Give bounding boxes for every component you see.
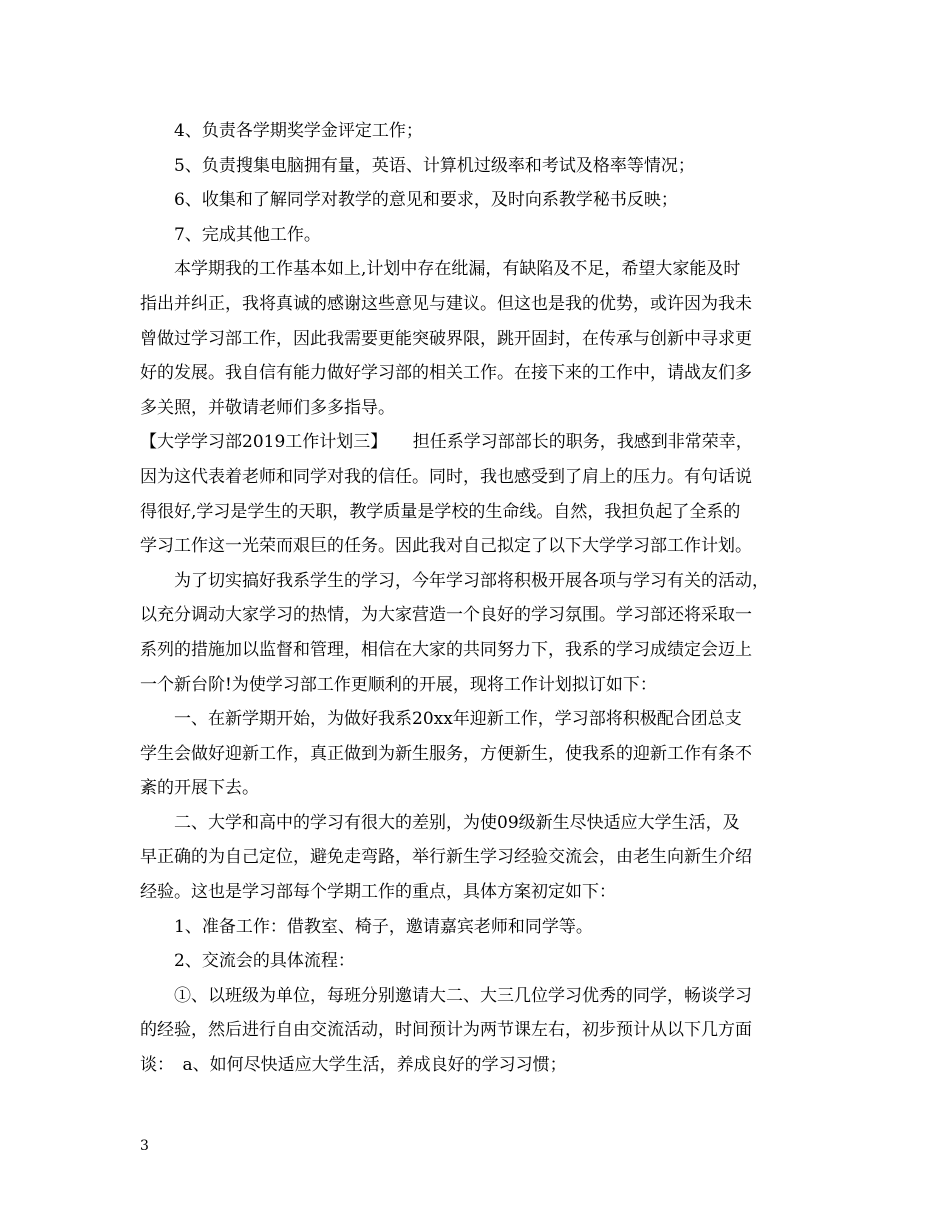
text-line: 因为这代表着老师和同学对我的信任。同时，我也感受到了肩上的压力。有句话说 xyxy=(140,466,752,487)
text-line: 学生会做好迎新工作，真正做到为新生服务，方便新生，使我系的迎新工作有条不 xyxy=(140,743,752,764)
text-line: 二、大学和高中的学习有很大的差别，为使09级新生尽快适应大学生活，及 xyxy=(174,812,740,833)
text-line: 好的发展。我自信有能力做好学习部的相关工作。在接下来的工作中，请战友们多 xyxy=(140,363,752,384)
text-line: 1、准备工作：借教室、椅子，邀请嘉宾老师和同学等。 xyxy=(174,916,593,937)
text-line: 7、完成其他工作。 xyxy=(174,224,321,245)
text-line: 一个新台阶!为使学习部工作更顺利的开展，现将工作计划拟订如下： xyxy=(140,674,657,695)
text-line: 早正确的为自己定位，避免走弯路，举行新生学习经验交流会，由老生向新生介绍 xyxy=(140,847,752,868)
text-line: 5、负责搜集电脑拥有量，英语、计算机过级率和考试及格率等情况； xyxy=(174,155,695,176)
text-line: 以充分调动大家学习的热情，为大家营造一个良好的学习氛围。学习部还将采取一 xyxy=(140,605,752,626)
text-line: 本学期我的工作基本如上,计划中存在纰漏，有缺陷及不足，希望大家能及时 xyxy=(174,259,741,280)
text-line: 为了切实搞好我系学生的学习，今年学习部将积极开展各项与学习有关的活动， xyxy=(174,570,769,591)
text-line: 紊的开展下去。 xyxy=(140,778,259,799)
document-body xyxy=(140,114,830,1083)
section-heading-line: 【大学学习部2019工作计划三】 担任系学习部部长的职务，我感到非常荣幸， xyxy=(140,432,753,453)
text-line: 系列的措施加以监督和管理，相信在大家的共同努力下，我系的学习成绩定会迈上 xyxy=(140,639,752,660)
text-line: 的经验，然后进行自由交流活动，时间预计为两节课左右，初步预计从以下几方面 xyxy=(140,1020,752,1041)
text-line: 曾做过学习部工作，因此我需要更能突破界限，跳开固封，在传承与创新中寻求更 xyxy=(140,328,752,349)
text-line: 4、负责各学期奖学金评定工作； xyxy=(174,121,423,141)
text-line: 谈： a、如何尽快适应大学生活，养成良好的学习习惯； xyxy=(140,1055,567,1076)
text-line: 学习工作这一光荣而艰巨的任务。因此我对自己拟定了以下大学学习部工作计划。 xyxy=(140,536,752,557)
text-line: 得很好,学习是学生的天职，教学质量是学校的生命线。自然，我担负起了全系的 xyxy=(140,501,741,522)
text-line: 一、在新学期开始，为做好我系20xx年迎新工作，学习部将积极配合团总支 xyxy=(174,709,742,730)
text-line: 指出并纠正，我将真诚的感谢这些意见与建议。但这也是我的优势，或许因为我未 xyxy=(140,293,752,314)
text-line: 2、交流会的具体流程： xyxy=(174,951,355,972)
text-line: 6、收集和了解同学对教学的意见和要求，及时向系教学秘书反映； xyxy=(174,190,678,211)
text-line: 多关照，并敬请老师们多多指导。 xyxy=(140,397,395,418)
text-line: ①、以班级为单位，每班分别邀请大二、大三几位学习优秀的同学，畅谈学习 xyxy=(174,985,752,1006)
page-number: 3 xyxy=(140,1138,149,1154)
text-line: 经验。这也是学习部每个学期工作的重点，具体方案初定如下： xyxy=(140,882,616,903)
